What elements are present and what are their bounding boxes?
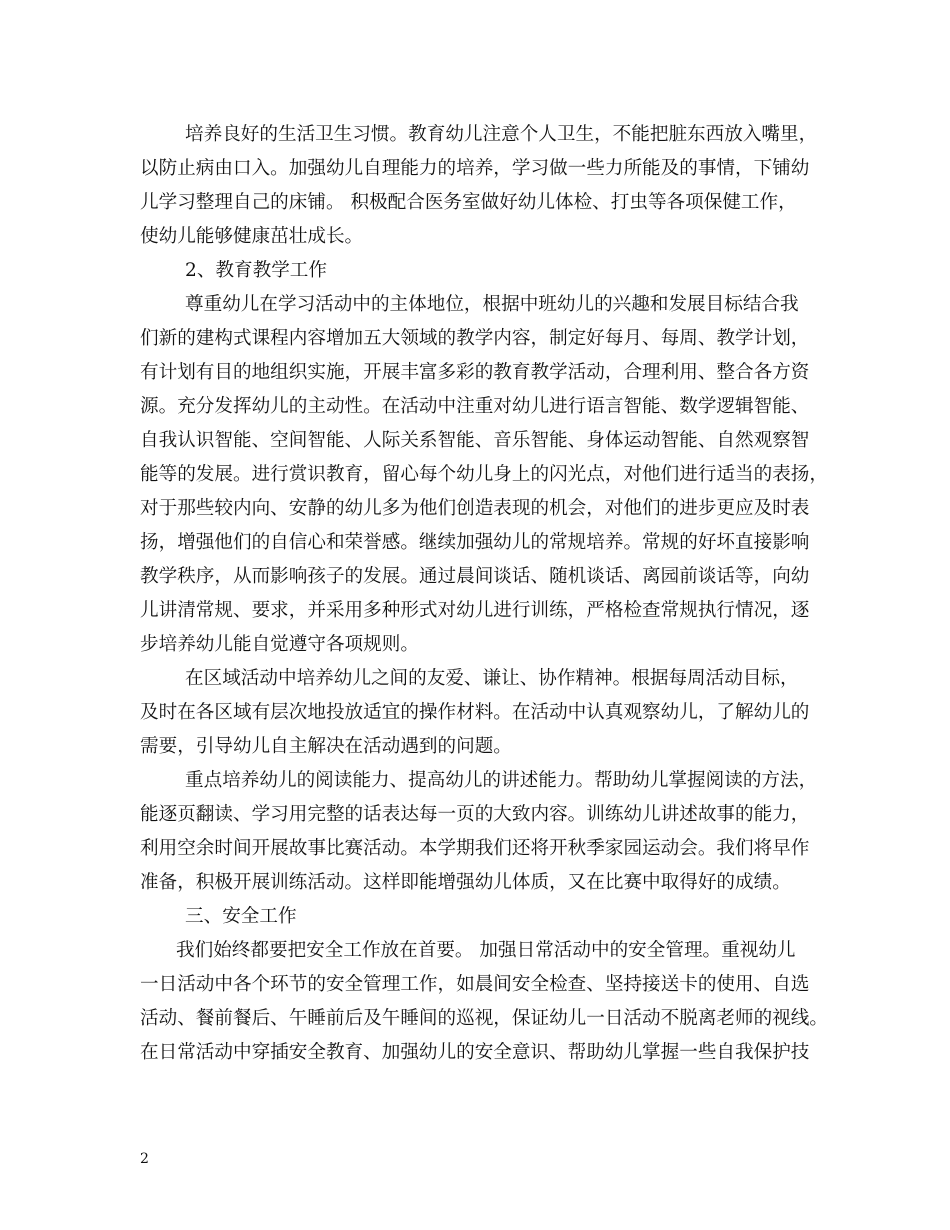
page-number: 2 (140, 1151, 149, 1167)
text-line: 儿学习整理自己的床铺。 积极配合医务室做好幼儿体检、打虫等各项保健工作， (140, 192, 797, 213)
text-line: 一日活动中各个环节的安全管理工作，如晨间安全检查、坚持接送卡的使用、自选 (140, 974, 810, 995)
text-line: 自我认识智能、空间智能、人际关系智能、音乐智能、身体运动智能、自然观察智 (140, 430, 810, 451)
text-line: 教学秩序，从而影响孩子的发展。通过晨间谈话、随机谈话、离园前谈话等，向幼 (140, 566, 810, 587)
text-line: 重点培养幼儿的阅读能力、提高幼儿的讲述能力。帮助幼儿掌握阅读的方法， (185, 770, 818, 791)
text-line: 在区域活动中培养幼儿之间的友爱、谦让、协作精神。根据每周活动目标， (185, 668, 799, 689)
section-heading: 2、教育教学工作 (185, 260, 327, 281)
text-line: 扬，增强他们的自信心和荣誉感。继续加强幼儿的常规培养。常规的好坏直接影响 (140, 532, 810, 553)
text-line: 及时在各区域有层次地投放适宜的操作材料。在活动中认真观察幼儿，了解幼儿的 (140, 702, 810, 723)
section-heading: 三、安全工作 (185, 906, 297, 927)
text-line: 使幼儿能够健康茁壮成长。 (140, 226, 364, 247)
text-line: 源。充分发挥幼儿的主动性。在活动中注重对幼儿进行语言智能、数学逻辑智能、 (140, 396, 810, 417)
text-line: 对于那些较内向、安静的幼儿多为他们创造表现的机会，对他们的进步更应及时表 (140, 498, 810, 519)
text-line: 以防止病由口入。加强幼儿自理能力的培养，学习做一些力所能及的事情，下铺幼 (140, 158, 810, 179)
text-line: 儿讲清常规、要求，并采用多种形式对幼儿进行训练，严格检查常规执行情况，逐 (140, 600, 810, 621)
text-line: 准备，积极开展训练活动。这样即能增强幼儿体质，又在比赛中取得好的成绩。 (140, 872, 791, 893)
text-line: 在日常活动中穿插安全教育、加强幼儿的安全意识、帮助幼儿掌握一些自我保护技 (140, 1042, 810, 1063)
text-line: 步培养幼儿能自觉遵守各项规则。 (140, 634, 419, 655)
text-line: 们新的建构式课程内容增加五大领域的教学内容，制定好每月、每周、教学计划， (140, 328, 810, 349)
text-line: 尊重幼儿在学习活动中的主体地位，根据中班幼儿的兴趣和发展目标结合我 (185, 294, 799, 315)
text-line: 我们始终都要把安全工作放在首要。 加强日常活动中的安全管理。重视幼儿 (176, 940, 796, 961)
text-line: 能逐页翻读、学习用完整的话表达每一页的大致内容。训练幼儿讲述故事的能力， (140, 804, 810, 825)
text-line: 有计划有目的地组织实施，开展丰富多彩的教育教学活动，合理利用、整合各方资 (140, 362, 810, 383)
text-line: 活动、餐前餐后、午睡前后及午睡间的巡视，保证幼儿一日活动不脱离老师的视线。 (140, 1008, 828, 1029)
text-line: 培养良好的生活卫生习惯。教育幼儿注意个人卫生，不能把脏东西放入嘴里， (185, 124, 818, 145)
text-line: 能等的发展。进行赏识教育，留心每个幼儿身上的闪光点，对他们进行适当的表扬， (140, 464, 828, 485)
text-line: 需要，引导幼儿自主解决在活动遇到的问题。 (140, 736, 512, 757)
text-line: 利用空余时间开展故事比赛活动。本学期我们还将开秋季家园运动会。我们将早作 (140, 838, 810, 859)
